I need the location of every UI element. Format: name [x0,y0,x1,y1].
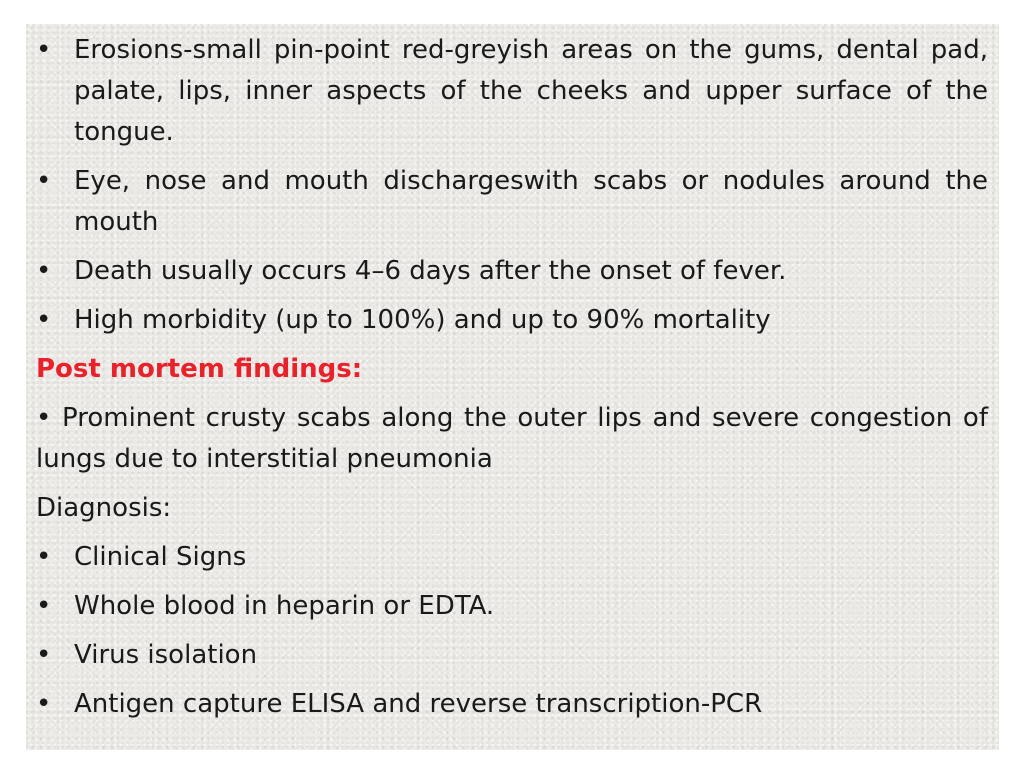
bullet-dot: • [36,689,52,719]
bullet-dot: • [36,166,52,196]
bullet-item [36,684,988,725]
bullet-item [36,30,988,153]
bullet-text: Antigen capture ELISA and reverse transcription-PCR [74,689,763,719]
bullet-item [36,161,988,243]
bullet-dot: • [36,35,52,65]
bullet-item [36,537,988,578]
bullet-text: Virus isolation [74,640,258,670]
slide [26,24,999,750]
bullet-dot: • [36,591,52,621]
post-mortem-heading: Post mortem findings: [36,354,363,384]
bullet-text: Death usually occurs 4–6 days after the onset of fever. [74,256,787,286]
bullet-item [36,635,988,676]
bullet-dot: • [36,256,52,286]
bullet-item [36,251,988,292]
post-mortem-text: • Prominent crusty scabs along the outer lips and severe congestion of lungs due to interstitial pneumonia [36,403,988,474]
slide-content [36,30,988,725]
bullet-dot: • [36,542,52,572]
bullet-dot: • [36,640,52,670]
bullet-text: Whole blood in heparin or EDTA. [74,591,495,621]
diagnosis-heading: Diagnosis: [36,493,172,523]
bullet-text: Clinical Signs [74,542,247,572]
bullet-text: Eye, nose and mouth dischargeswith scabs or nodules around the mouth [74,166,988,237]
bullet-text: High morbidity (up to 100%) and up to 90% mortality [74,305,771,335]
bullet-item [36,300,988,341]
bullet-dot: • [36,305,52,335]
bullet-item [36,586,988,627]
bullet-text: Erosions-small pin-point red-greyish areas on the gums, dental pad, palate, lips, inner aspects of the cheeks and upper surface of the tongue. [74,35,988,147]
diagnosis-list [36,537,988,725]
